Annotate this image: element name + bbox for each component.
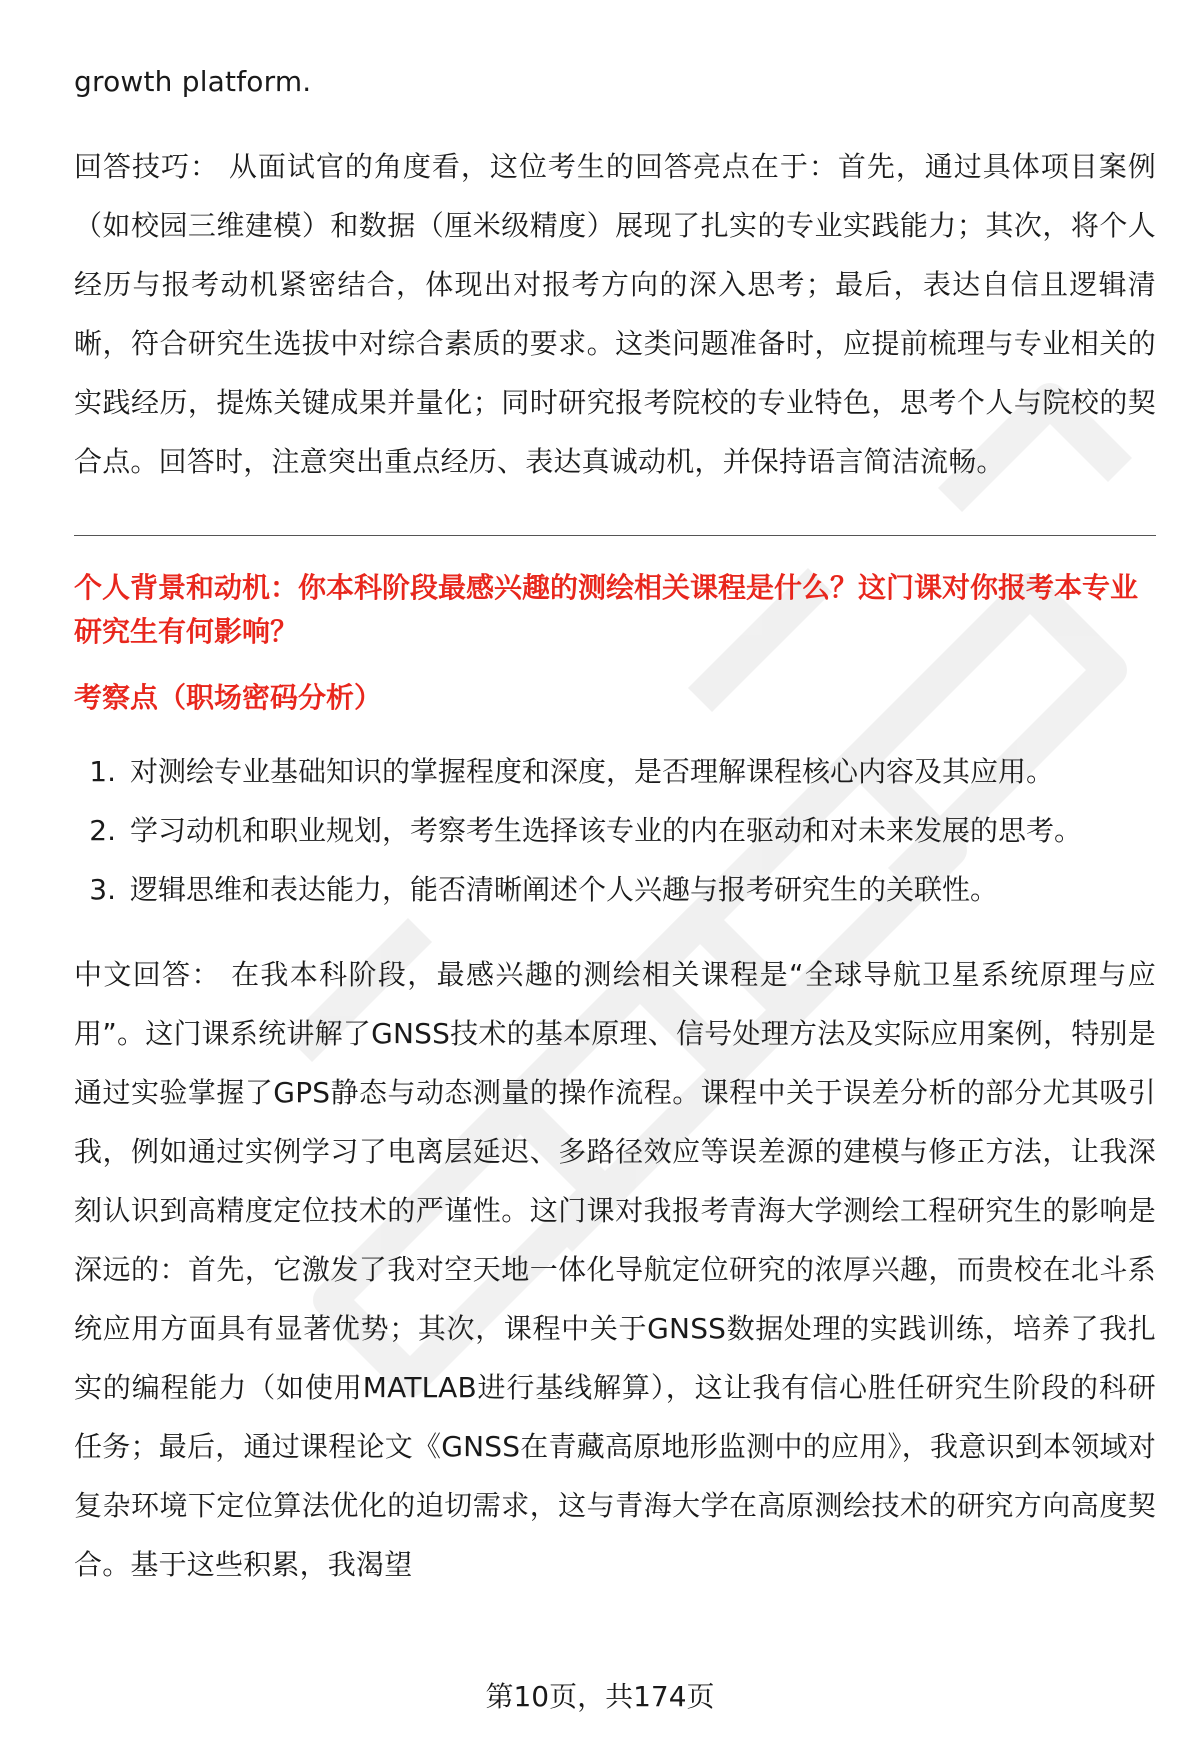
analysis-points-list: [74, 742, 1156, 919]
page-number-footer: 第10页，共174页: [485, 1680, 715, 1713]
list-item-text: 逻辑思维和表达能力，能否清晰阐述个人兴趣与报考研究生的关联性。: [130, 873, 999, 906]
list-item-number: 3.: [89, 873, 116, 906]
list-item: [74, 860, 1156, 919]
list-item-number: 1.: [89, 755, 116, 788]
chinese-answer-paragraph: 中文回答： 在我本科阶段，最感兴趣的测绘相关课程是“全球导航卫星系统原理与应用”。这门课系统讲解了GNSS技术的基本原理、信号处理方法及实际应用案例，特别是通过实验掌握了GPS静态与动态测量的操作流程。课程中关于误差分析的部分尤其吸引我，例如通过实例学习了电离层延迟、多路径效应等误差源的建模与修正方法，让我深刻认识到高精度定位技术的严谨性。这门课对我报考青海大学测绘工程研究生的影响是深远的：首先，它激发了我对空天地一体化导航定位研究的浓厚兴趣，而贵校在北斗系统应用方面具有显著优势；其次，课程中关于GNSS数据处理的实践训练，培养了我扎实的编程能力（如使用MATLAB进行基线解算），这让我有信心胜任研究生阶段的科研任务；最后，通过课程论文《GNSS在青藏高原地形监测中的应用》，我意识到本领域对复杂环境下定位算法优化的迫切需求，这与青海大学在高原测绘技术的研究方向高度契合。基于这些积累，我渴望: [74, 958, 1156, 1581]
list-item: [74, 801, 1156, 860]
intro-tail-text: growth platform.: [74, 65, 312, 98]
list-item-number: 2.: [89, 814, 116, 847]
section-divider: [74, 535, 1156, 536]
analysis-heading: 考察点（职场密码分析）: [74, 681, 383, 714]
list-item: [74, 742, 1156, 801]
list-item-text: 对测绘专业基础知识的掌握程度和深度，是否理解课程核心内容及其应用。: [130, 755, 1055, 788]
document-page: [74, 52, 1156, 1594]
question-heading: 个人背景和动机：你本科阶段最感兴趣的测绘相关课程是什么？这门课对你报考本专业研究生有何影响？: [74, 571, 1139, 648]
list-item-text: 学习动机和职业规划，考察考生选择该专业的内在驱动和对未来发展的思考。: [130, 814, 1083, 847]
answer-tip-paragraph: 回答技巧： 从面试官的角度看，这位考生的回答亮点在于：首先，通过具体项目案例（如校园三维建模）和数据（厘米级精度）展现了扎实的专业实践能力；其次，将个人经历与报考动机紧密结合，体现出对报考方向的深入思考；最后，表达自信且逻辑清晰，符合研究生选拔中对综合素质的要求。这类问题准备时，应提前梳理与专业相关的实践经历，提炼关键成果并量化；同时研究报考院校的专业特色，思考个人与院校的契合点。回答时，注意突出重点经历、表达真诚动机，并保持语言简洁流畅。: [74, 150, 1156, 478]
